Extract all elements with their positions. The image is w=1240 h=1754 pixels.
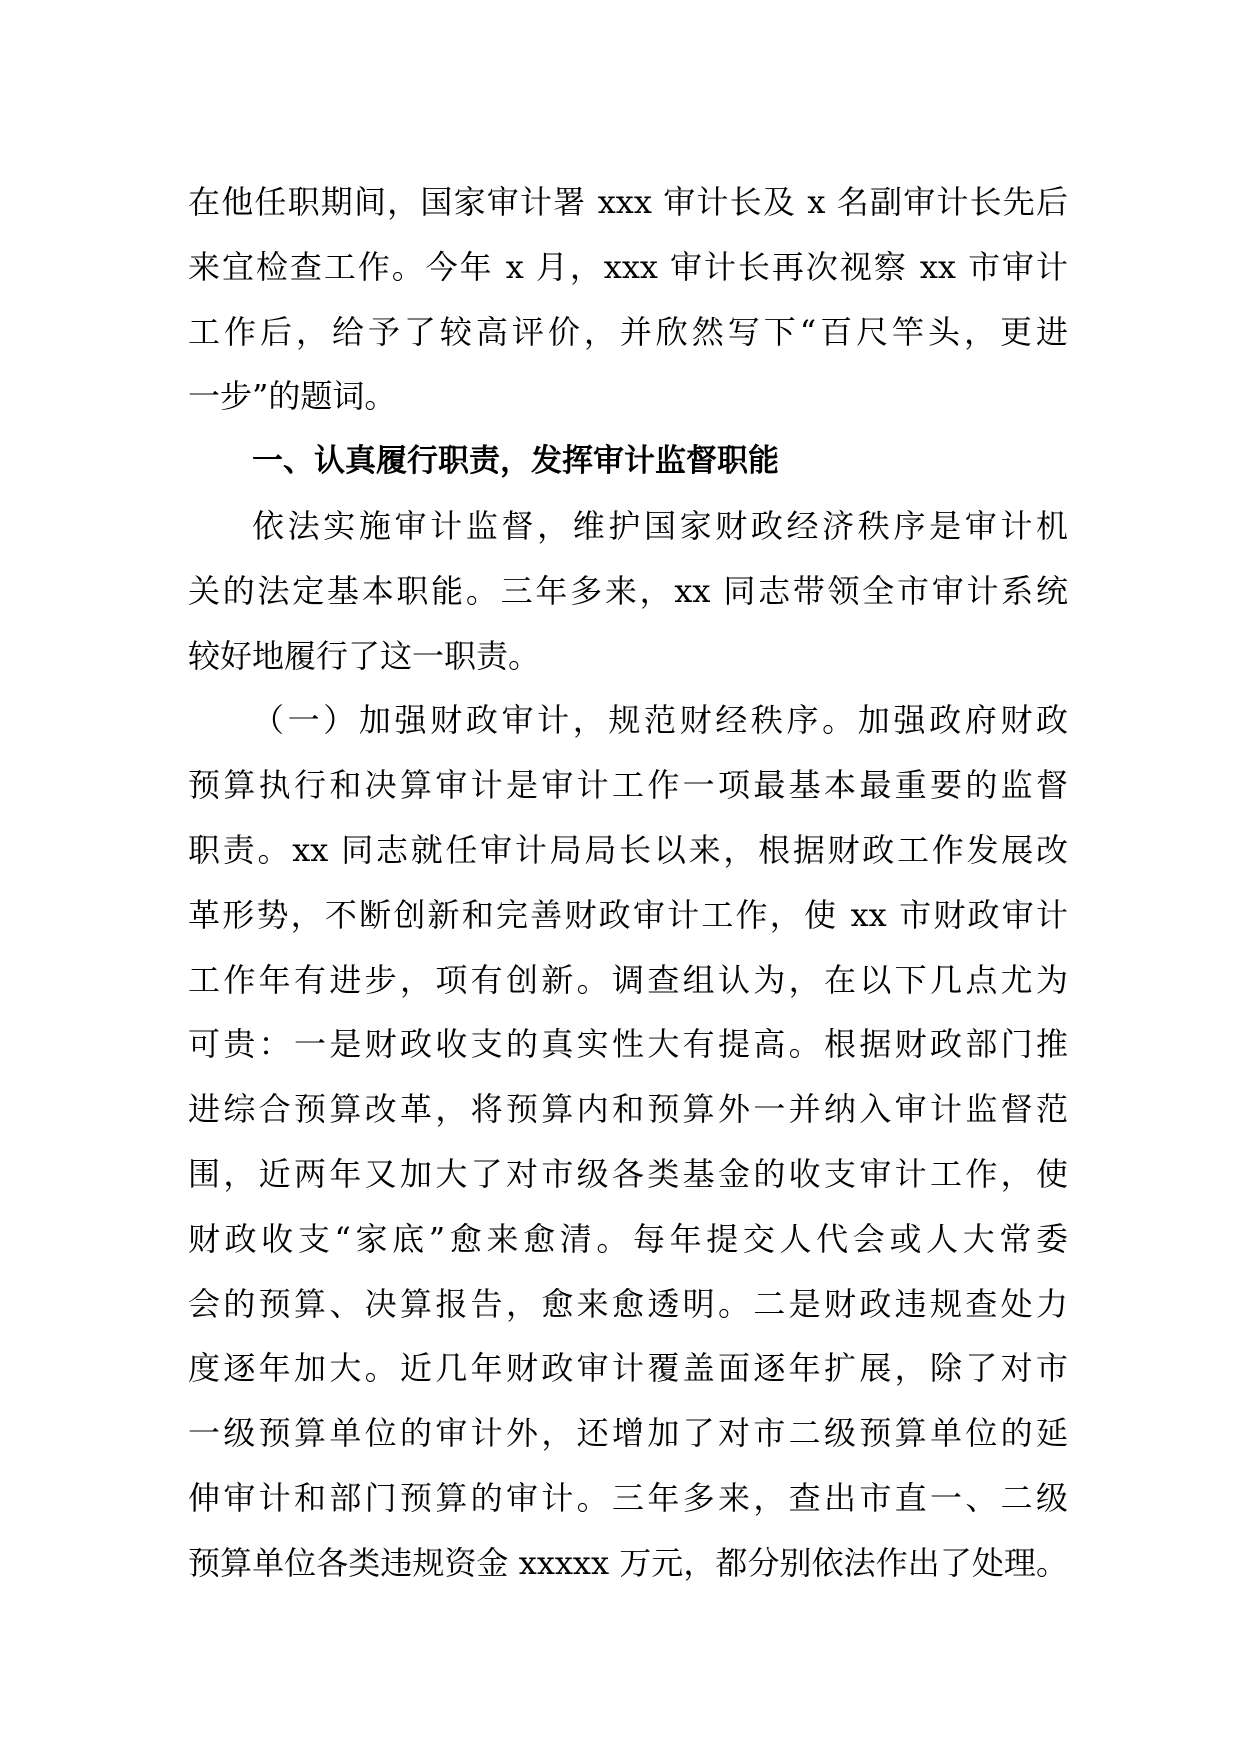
paragraph-line: 进综合预算改革，将预算内和预算外一并纳入审计监督范 xyxy=(188,1090,1068,1129)
paragraph-line: 工作后，给予了较高评价，并欣然写下“百尺竿头，更进 xyxy=(188,312,1068,351)
paragraph-line: 围，近两年又加大了对市级各类基金的收支审计工作，使 xyxy=(188,1154,1068,1193)
paragraph-line: 财政收支“家底”愈来愈清。每年提交人代会或人大常委 xyxy=(188,1219,1068,1258)
paragraph-line: 可贵：一是财政收支的真实性大有提高。根据财政部门推 xyxy=(188,1025,1068,1064)
paragraph-line: 伸审计和部门预算的审计。三年多来，查出市直一、二级 xyxy=(188,1478,1068,1517)
paragraph-line: 工作年有进步，项有创新。调查组认为，在以下几点尤为 xyxy=(188,960,1068,999)
paragraph-line: 依法实施审计监督，维护国家财政经济秩序是审计机 xyxy=(252,506,1068,545)
paragraph-line: 会的预算、决算报告，愈来愈透明。二是财政违规查处力 xyxy=(188,1284,1068,1323)
paragraph-line: 在他任职期间，国家审计署 xxx 审计长及 x 名副审计长先后 xyxy=(188,183,1068,221)
paragraph-line: 预算单位各类违规资金 xxxxx 万元，都分别依法作出了处理。 xyxy=(188,1543,1068,1582)
paragraph-line: 度逐年加大。近几年财政审计覆盖面逐年扩展，除了对市 xyxy=(188,1349,1068,1388)
body-text xyxy=(188,170,1068,1596)
paragraph-line: 预算执行和决算审计是审计工作一项最基本最重要的监督 xyxy=(188,766,1068,805)
paragraph-line: 一步”的题词。 xyxy=(188,377,397,416)
paragraph-line: 职责。xx 同志就任审计局局长以来，根据财政工作发展改 xyxy=(188,830,1068,869)
paragraph-line: 较好地履行了这一职责。 xyxy=(188,636,541,675)
paragraph-line: 一级预算单位的审计外，还增加了对市二级预算单位的延 xyxy=(188,1414,1068,1453)
section-heading: 一、认真履行职责，发挥审计监督职能 xyxy=(252,443,779,480)
paragraph-line: （一）加强财政审计，规范财经秩序。加强政府财政 xyxy=(252,701,1068,740)
paragraph-line: 关的法定基本职能。三年多来，xx 同志带领全市审计系统 xyxy=(188,571,1068,610)
paragraph-line: 来宜检查工作。今年 x 月，xxx 审计长再次视察 xx 市审计 xyxy=(188,247,1068,286)
paragraph-line: 革形势，不断创新和完善财政审计工作，使 xx 市财政审计 xyxy=(188,895,1068,934)
